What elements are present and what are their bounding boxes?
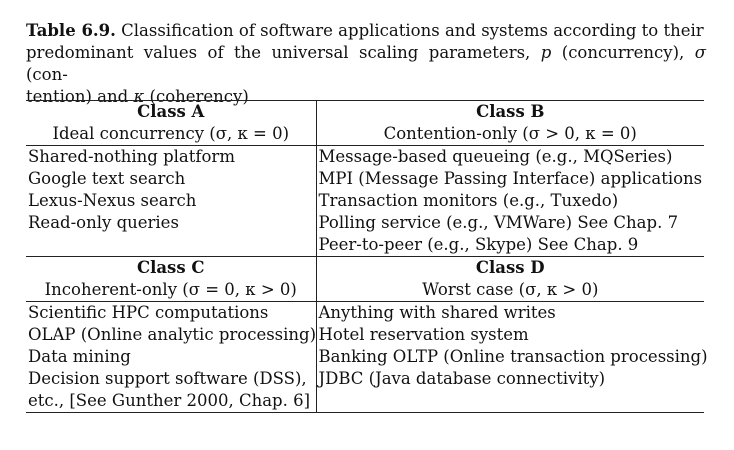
table-row xyxy=(26,190,704,212)
caption-line-2 xyxy=(26,42,706,86)
class-a-title: Class A xyxy=(26,101,316,124)
caption-text-3a: tention) and xyxy=(26,87,134,106)
class-b-item: Peer-to-peer (e.g., Skype) See Chap. 9 xyxy=(316,234,704,257)
caption-line-1 xyxy=(26,20,706,42)
class-a-subtitle: Ideal concurrency (σ, κ = 0) xyxy=(52,124,290,143)
class-d-title: Class D xyxy=(316,257,704,280)
subtitle-row-ab xyxy=(26,123,704,146)
class-b-title: Class B xyxy=(316,101,704,124)
class-c-item: etc., [See Gunther 2000, Chap. 6] xyxy=(26,390,316,413)
class-c-item: OLAP (Online analytic processing) xyxy=(28,325,317,344)
caption-label: Table 6.9. xyxy=(26,21,116,40)
table-row xyxy=(26,368,704,390)
class-c-item: Decision support software (DSS), xyxy=(28,369,307,388)
class-d-subtitle: Worst case (σ, κ > 0) xyxy=(316,279,704,302)
class-a-item: Google text search xyxy=(28,169,186,188)
table-row xyxy=(26,212,704,234)
class-c-subtitle: Incoherent-only (σ = 0, κ > 0) xyxy=(44,280,297,299)
class-a-item xyxy=(26,234,316,257)
caption-text-3b: (coherency) xyxy=(144,87,249,106)
class-b-item: Message-based queueing (e.g., MQSeries) xyxy=(316,146,704,169)
class-b-subtitle: Contention-only (σ > 0, κ = 0) xyxy=(316,123,704,146)
class-b-item: Transaction monitors (e.g., Tuxedo) xyxy=(316,190,704,212)
table-row xyxy=(26,146,704,169)
table-caption xyxy=(26,20,706,108)
header-row-cd xyxy=(26,257,704,280)
class-d-item xyxy=(316,390,704,413)
table-row xyxy=(26,390,704,413)
caption-text-1: Classification of software applications and systems according to their xyxy=(115,21,704,40)
header-row-ab xyxy=(26,101,704,124)
class-c-item: Scientific HPC computations xyxy=(26,302,316,325)
classification-grid xyxy=(26,100,708,413)
class-b-item: MPI (Message Passing Interface) applications xyxy=(316,168,704,190)
class-b-item: Polling service (e.g., VMWare) See Chap. 7 xyxy=(316,212,704,234)
table-row xyxy=(26,234,704,257)
caption-text-2a: predominant values of the universal scaling parameters, xyxy=(26,43,541,62)
table-row xyxy=(26,346,704,368)
caption-kappa-symbol: κ xyxy=(133,87,145,106)
class-d-item: Hotel reservation system xyxy=(316,324,704,346)
caption-sigma-symbol: σ xyxy=(694,43,706,62)
class-a-item: Read-only queries xyxy=(28,213,179,232)
class-d-item: Banking OLTP (Online transaction processing) xyxy=(316,346,704,368)
class-d-item: JDBC (Java database connectivity) xyxy=(316,368,704,390)
subtitle-row-cd xyxy=(26,279,704,302)
table-row xyxy=(26,324,704,346)
class-a-item: Shared-nothing platform xyxy=(26,146,316,169)
caption-text-2c: (con- xyxy=(26,65,68,84)
class-a-item: Lexus-Nexus search xyxy=(28,191,197,210)
table-row xyxy=(26,168,704,190)
table-row xyxy=(26,302,704,325)
caption-text-2b: (concurrency), xyxy=(551,43,695,62)
class-c-title: Class C xyxy=(26,257,316,280)
class-d-item: Anything with shared writes xyxy=(316,302,704,325)
caption-p-symbol: p xyxy=(540,43,552,62)
classification-table xyxy=(26,100,708,413)
class-c-item: Data mining xyxy=(28,347,131,366)
